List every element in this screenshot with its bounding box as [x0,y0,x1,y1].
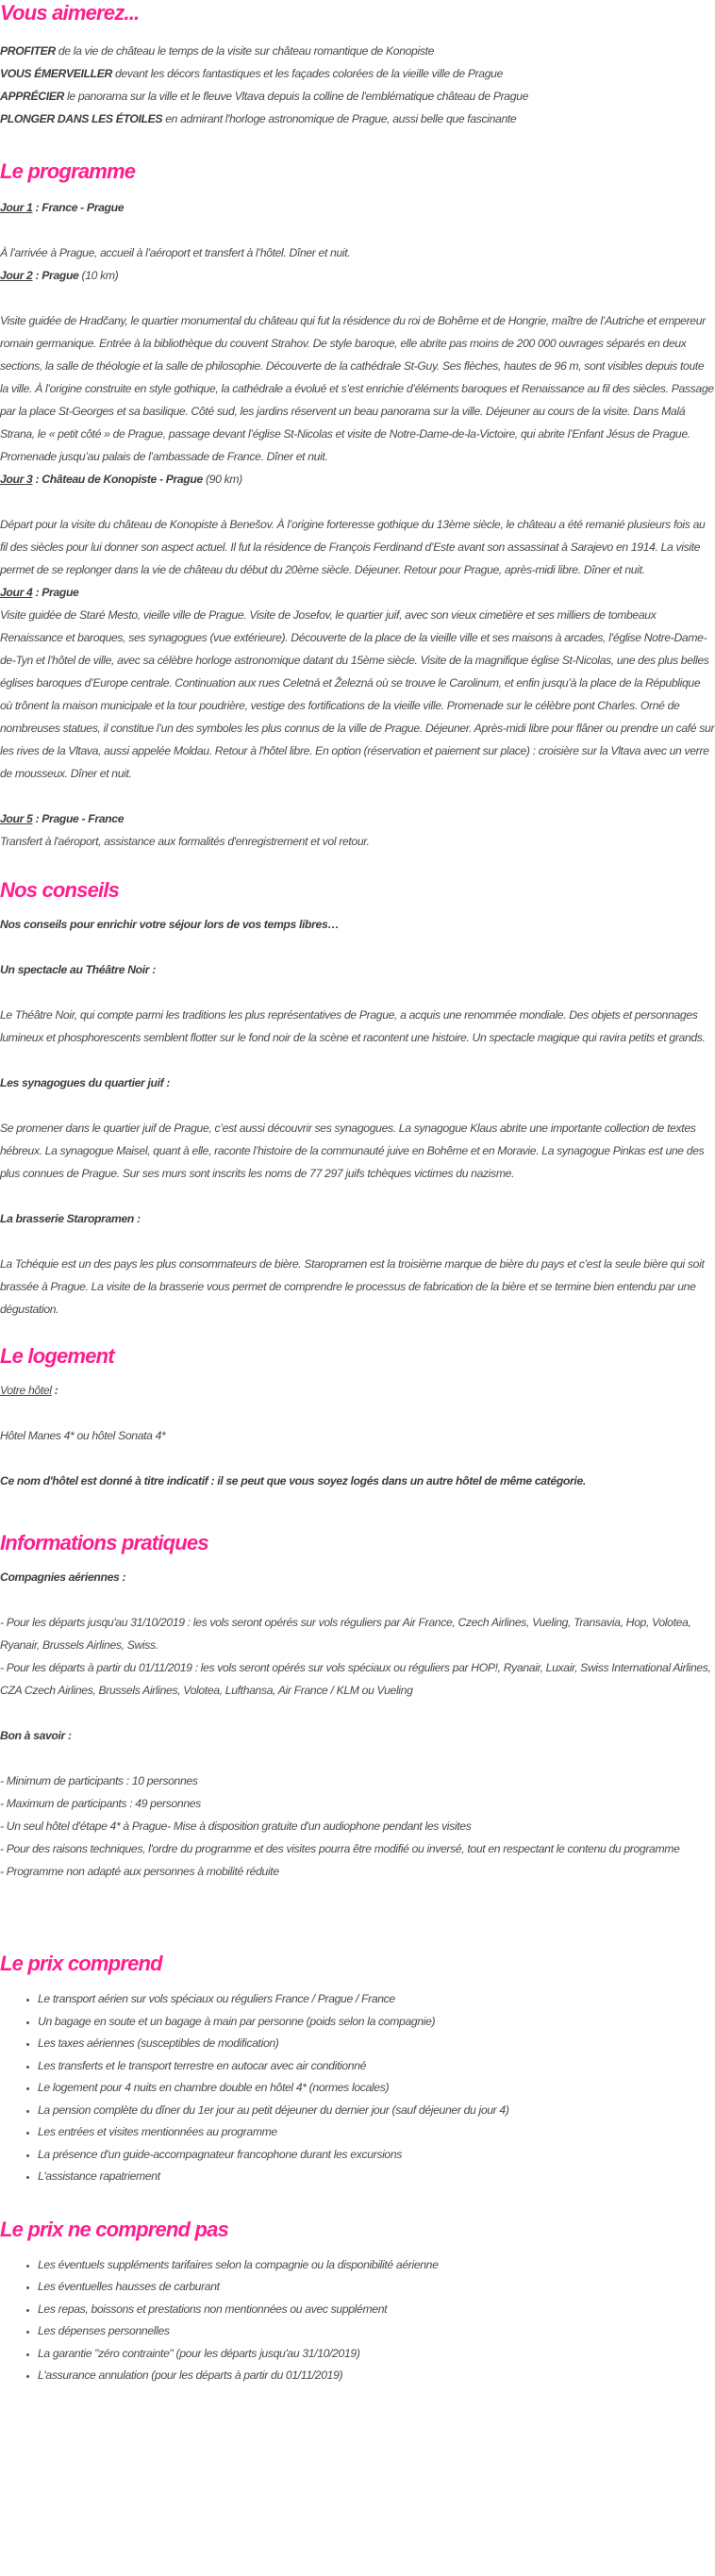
tip-text: Se promener dans le quartier juif de Prague, c’est aussi découvrir ses synagogues. La synagogue Klaus abrite une importante collection de textes hébreux. La synagogue Maisel, quant à elle, raconte l’histoire de la communauté juive en Bohême et en Moravie. La synagogue Pinkas est une des plus connues de Prague. Sur ses murs sont inscrits les noms de 77 297 juifs tchèques victimes du nazisme. [0,1122,705,1180]
excluded-item: • La garantie "zéro contrainte" (pour les départs jusqu'au 31/10/2019) [38,2343,715,2366]
highlight-item: VOUS ÉMERVEILLER devant les décors fantastiques et les façades colorées de la vieille ville de Prague [0,67,504,80]
excluded-item: • Les éventuels suppléments tarifaires selon la compagnie ou la disponibilité aérienne [38,2254,715,2277]
day-description: Visite guidée de Staré Mesto, vieille ville de Prague. Visite de Josefov, le quartier juif, avec son vieux cimetière et ses milliers de tombeaux Renaissance et baroques, ses synagogues (vue extérieure). Découverte de la place de la vieille ville et ses maisons à arcades, l’église Notre-Dame-de-Tyn et l’hôtel de ville, avec sa célèbre horloge astronomique datant du 15ème siècle. Visite de la magnifique église St-Nicolas, une des plus belles églises baroques d’Europe centrale. Continuation aux rues Celetná et Železná où se trouve le Carolinum, et enfin jusqu’à la place de la République où trônent la maison municipale et la tour poudrière, vestige des fortifications de la vieille ville. Promenade sur le célèbre pont Charles. Orné de nombreuses statues, il constitue l’un des symboles les plus connus de la ville de Prague. Déjeuner. Après-midi libre pour flâner ou prendre un café sur les rives de la Vltava, aussi appelée Moldau. Retour à l'hôtel libre. En option (réservation et paiement sur place) : croisière sur la Vltava avec un verre de mousseux. Dîner et nuit. [0,608,715,780]
tip-heading: Un spectacle au Théâtre Noir : [0,963,156,976]
section-prix-ne-comprend-pas [0,2217,715,2387]
excluded-list [0,2254,715,2387]
section-title-conseils: Nos conseils [0,878,120,902]
hotel-label: Votre hôtel : [0,1384,58,1397]
section-infos-pratiques [0,1530,715,1883]
good-to-know-heading: Bon à savoir : [0,1729,72,1742]
hotel-names: Hôtel Manes 4* ou hôtel Sonata 4* [0,1429,166,1442]
section-title-logement: Le logement [0,1344,114,1368]
included-item: • Les transferts et le transport terrestre en autocar avec air conditionné [38,2055,715,2078]
excluded-item: • Les éventuelles hausses de carburant [38,2276,715,2299]
included-item: • L'assistance rapatriement [38,2166,715,2188]
excluded-item: • L'assurance annulation (pour les départs à partir du 01/11/2019) [38,2365,715,2387]
airlines-heading: Compagnies aériennes : [0,1571,126,1584]
tip-text: La Tchéquie est un des pays les plus consommateurs de bière. Staropramen est la troisième marque de bière du pays et c’est la seule bière qui soit brassée à Prague. La visite de la brasserie vous permet de comprendre le processus de fabrication de la bière et se termine bien entendu par une dégustation. [0,1257,705,1316]
airlines-line: - Pour les départs à partir du 01/11/2019 : les vols seront opérés sur vols spéciaux ou réguliers par HOP!, Ryanair, Luxair, Swiss International Airlines, CZA Czech Airlines, Brussels Airlines, Volotea, Lufthansa, Air France / KLM ou Vueling [0,1661,711,1697]
day-heading: Jour 4 : Prague [0,586,79,599]
day-heading: Jour 5 : Prague - France [0,812,125,825]
included-item: • Le logement pour 4 nuits en chambre double en hôtel 4* (normes locales) [38,2077,715,2100]
section-title-infos: Informations pratiques [0,1531,208,1554]
included-item: • Un bagage en soute et un bagage à main par personne (poids selon la compagnie) [38,2011,715,2034]
section-title-prix-comprend: Le prix comprend [0,1952,162,1975]
included-item: • Le transport aérien sur vols spéciaux ou réguliers France / Prague / France [38,1988,715,2011]
day-description: Visite guidée de Hradčany, le quartier monumental du château qui fut la résidence du roi de Bohême et de Hongrie, maître de l’Autriche et empereur romain germanique. Entrée à la bibliothèque du couvent Strahov. De style baroque, elle abrite pas moins de 200 000 ouvrages séparés en deux sections, la salle de théologie et la salle de philosophie. Découverte de la cathédrale St-Guy. Ses flèches, hautes de 96 m, sont visibles depuis toute la ville. À l’origine construite en style gothique, la cathédrale a évolué et s’est enrichie d’éléments baroques et Renaissance au fil des siècles. Passage par la place St-Georges et sa basilique. Côté sud, les jardins réservent un beau panorama sur la ville. Déjeuner au cours de la visite. Dans Malá Strana, le « petit côté » de Prague, passage devant l’église St-Nicolas et visite de Notre-Dame-de-la-Victoire, qui abrite l’Enfant Jésus de Prague. Promenade jusqu’au palais de l’ambassade de France. Dîner et nuit. [0,314,714,463]
day-heading: Jour 3 : Château de Konopiste - Prague (90 km) [0,473,242,486]
good-to-know-line: - Programme non adapté aux personnes à mobilité réduite [0,1865,279,1878]
tip-text: Le Théâtre Noir, qui compte parmi les traditions les plus représentatives de Prague, a acquis une renommée mondiale. Des objets et personnages lumineux et phosphorescents semblent flotter sur le fond noir de la scène et racontent une histoire. Un spectacle magique qui ravira petits et grands. [0,1008,706,1044]
airlines-line: - Pour les départs jusqu'au 31/10/2019 : les vols seront opérés sur vols réguliers par Air France, Czech Airlines, Vueling, Transavia, Hop, Volotea, Ryanair, Brussels Airlines, Swiss. [0,1616,691,1652]
section-prix-comprend [0,1951,715,2188]
section-title-vous-aimerez: Vous aimerez... [0,1,140,25]
good-to-know-line: - Maximum de participants : 49 personnes [0,1797,201,1810]
section-programme [0,158,715,853]
section-title-prix-ne-comprend-pas: Le prix ne comprend pas [0,2217,229,2241]
tip-heading: Les synagogues du quartier juif : [0,1076,171,1089]
day-description: Transfert à l'aéroport, assistance aux formalités d'enregistrement et vol retour. [0,835,370,848]
section-logement [0,1343,715,1492]
included-item: • Les taxes aériennes (susceptibles de modification) [38,2033,715,2055]
excluded-item: • Les dépenses personnelles [38,2320,715,2343]
good-to-know-line: - Minimum de participants : 10 personnes [0,1774,198,1787]
day-heading: Jour 2 : Prague (10 km) [0,269,119,282]
included-item: • La pension complète du dîner du 1er jour au petit déjeuner du dernier jour (sauf déjeuner du jour 4) [38,2100,715,2122]
tip-heading: La brasserie Staropramen : [0,1212,141,1225]
included-item: • La présence d'un guide-accompagnateur francophone durant les excursions [38,2144,715,2167]
section-vous-aimerez [0,0,715,130]
good-to-know-line: - Pour des raisons techniques, l'ordre du programme et des visites pourra être modifié ou inversé, tout en respectant le contenu du programme [0,1842,680,1855]
day-heading: Jour 1 : France - Prague [0,201,125,214]
conseils-intro: Nos conseils pour enrichir votre séjour lors de vos temps libres… [0,918,340,931]
excluded-item: • Les repas, boissons et prestations non mentionnées ou avec supplément [38,2299,715,2321]
highlight-item: PROFITER de la vie de château le temps de la visite sur château romantique de Konopiste [0,44,435,58]
day-description: Départ pour la visite du château de Konopiste à Benešov. À l’origine forteresse gothique du 13ème siècle, le château a été remanié plusieurs fois au fil des siècles pour lui donner son aspect actuel. Il fut la résidence de François Ferdinand d’Este avant son assassinat à Sarajevo en 1914. La visite permet de se replonger dans la vie de château du début du 20ème siècle. Déjeuner. Retour pour Prague, après-midi libre. Dîner et nuit. [0,518,706,576]
included-item: • Les entrées et visites mentionnées au programme [38,2121,715,2144]
section-conseils [0,877,715,1321]
day-description: À l’arrivée à Prague, accueil à l’aéroport et transfert à l’hôtel. Dîner et nuit. [0,246,351,259]
hotel-note: Ce nom d'hôtel est donné à titre indicatif : il se peut que vous soyez logés dans un autre hôtel de même catégorie. [0,1474,586,1487]
highlight-item: APPRÉCIER le panorama sur la ville et le fleuve Vltava depuis la colline de l'emblématique château de Prague [0,90,529,103]
good-to-know-line: - Un seul hôtel d'étape 4* à Prague- Mise à disposition gratuite d'un audiophone pendant les visites [0,1820,472,1833]
included-list [0,1988,715,2188]
highlight-item: PLONGER DANS LES ÉTOILES en admirant l'horloge astronomique de Prague, aussi belle que fascinante [0,112,517,125]
section-title-programme: Le programme [0,159,136,183]
